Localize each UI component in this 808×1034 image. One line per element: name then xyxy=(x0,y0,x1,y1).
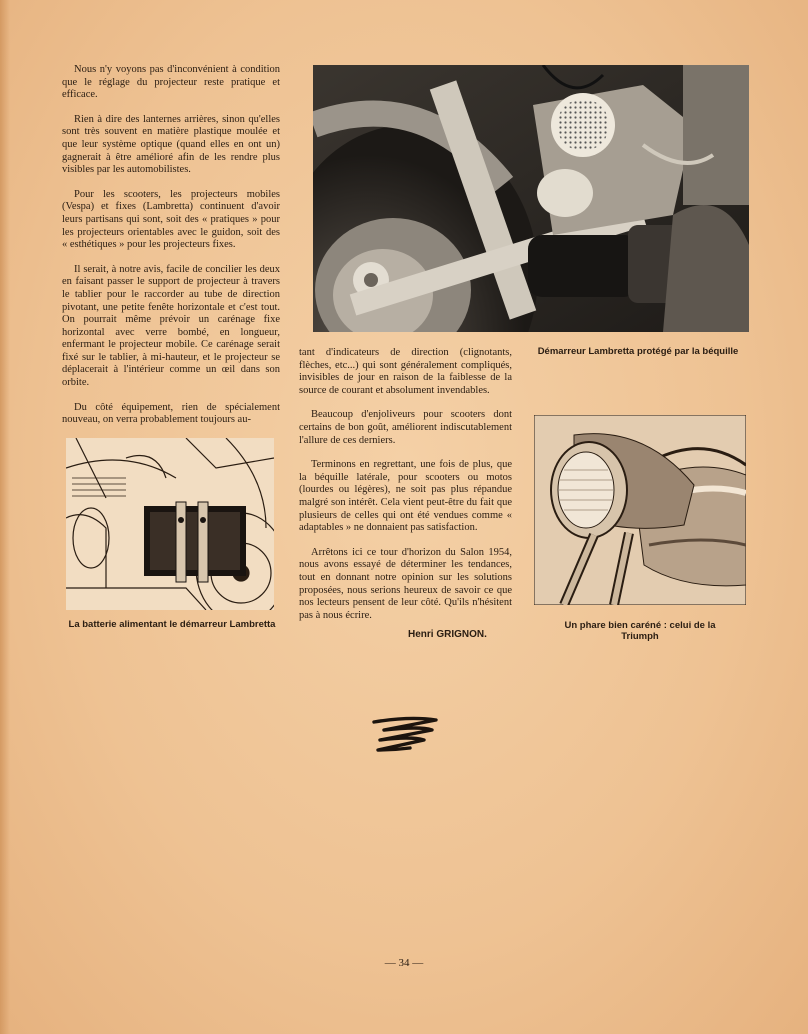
battery-drawing xyxy=(66,438,274,610)
text-column-middle xyxy=(299,347,512,634)
page-edge-shadow xyxy=(0,0,10,1034)
paragraph: Du côté équipement, rien de spécialement nouveau, on verra probablement toujours au- xyxy=(62,401,280,426)
headlamp-drawing-caption: Un phare bien caréné : celui de la Triumph xyxy=(564,620,716,642)
end-flourish-ornament xyxy=(370,716,442,761)
paragraph: Terminons en regrettant, une fois de plus, que la béquille latérale, pour scooters ou motos (lourdes ou légères), ne soit pas plus répandue malgré son intérêt. Cela vient peut-être du fait que plusieurs de celles qui ont été vendues comme « adaptables » ne donnaient pas satisfaction. xyxy=(299,459,512,534)
headlamp-drawing xyxy=(534,415,746,605)
page-number: — 34 — xyxy=(384,957,424,969)
paragraph: Il serait, à notre avis, facile de concilier les deux en faisant passer le support de projecteur à travers le tablier pour le raccorder au tube de direction pivotant, une petite fenête horizontale et c'est tout. On pourrait même prévoir un carénage fixe horizontal avec verre bombé, en longueur, enfermant le projecteur mobile. Ce carénage serait fixé sur le tablier, à mi-hauteur, et le projecteur se déplacerait à l'intérieur comme un œil dans son orbite. xyxy=(62,263,280,389)
headlamp-drawing-image xyxy=(534,415,746,605)
paragraph: Beaucoup d'enjoliveurs pour scooters dont certains de bon goût, améliorent indiscutablement l'allure de ces derniers. xyxy=(299,409,512,446)
battery-drawing-image xyxy=(66,438,274,610)
starter-photo-caption: Démarreur Lambretta protégé par la béquille xyxy=(537,346,739,357)
battery-drawing-caption: La batterie alimentant le démarreur Lambretta xyxy=(68,619,276,630)
paragraph: tant d'indicateurs de direction (clignotants, flèches, etc...) qui sont généralement compliqués, invisibles de jour en raison de la faiblesse de la source de courant et absolument invendables. xyxy=(299,347,512,396)
starter-photo-image xyxy=(313,65,749,332)
paragraph: Pour les scooters, les projecteurs mobiles (Vespa) et fixes (Lambretta) continuent d'avoir leurs partisans qui sont, soit des « pratiques » pour les projecteurs orientables avec le guidon, soit des « esthétiques » pour les projecteurs fixes. xyxy=(62,188,280,251)
paragraph: Nous n'y voyons pas d'inconvénient à condition que le réglage du projecteur reste pratique et efficace. xyxy=(62,64,280,101)
paragraph: Arrêtons ici ce tour d'horizon du Salon 1954, nous avons essayé de déterminer les tendances, tout en donnant notre opinion sur les solutions proposées, nous serions heureux de savoir ce que nos lecteurs pensent de leur côté. Qu'ils n'hésitent pas à nous écrire. xyxy=(299,546,512,621)
starter-photo xyxy=(313,65,749,332)
text-column-left xyxy=(62,64,280,427)
paragraph: Rien à dire des lanternes arrières, sinon qu'elles sont très souvent en matière plastique moulée et que leur système optique (quand elles en ont un) gagnerait à être amélioré afin de les rendre plus visibles par les automobilistes. xyxy=(62,113,280,176)
author-signature: Henri GRIGNON. xyxy=(408,629,487,640)
